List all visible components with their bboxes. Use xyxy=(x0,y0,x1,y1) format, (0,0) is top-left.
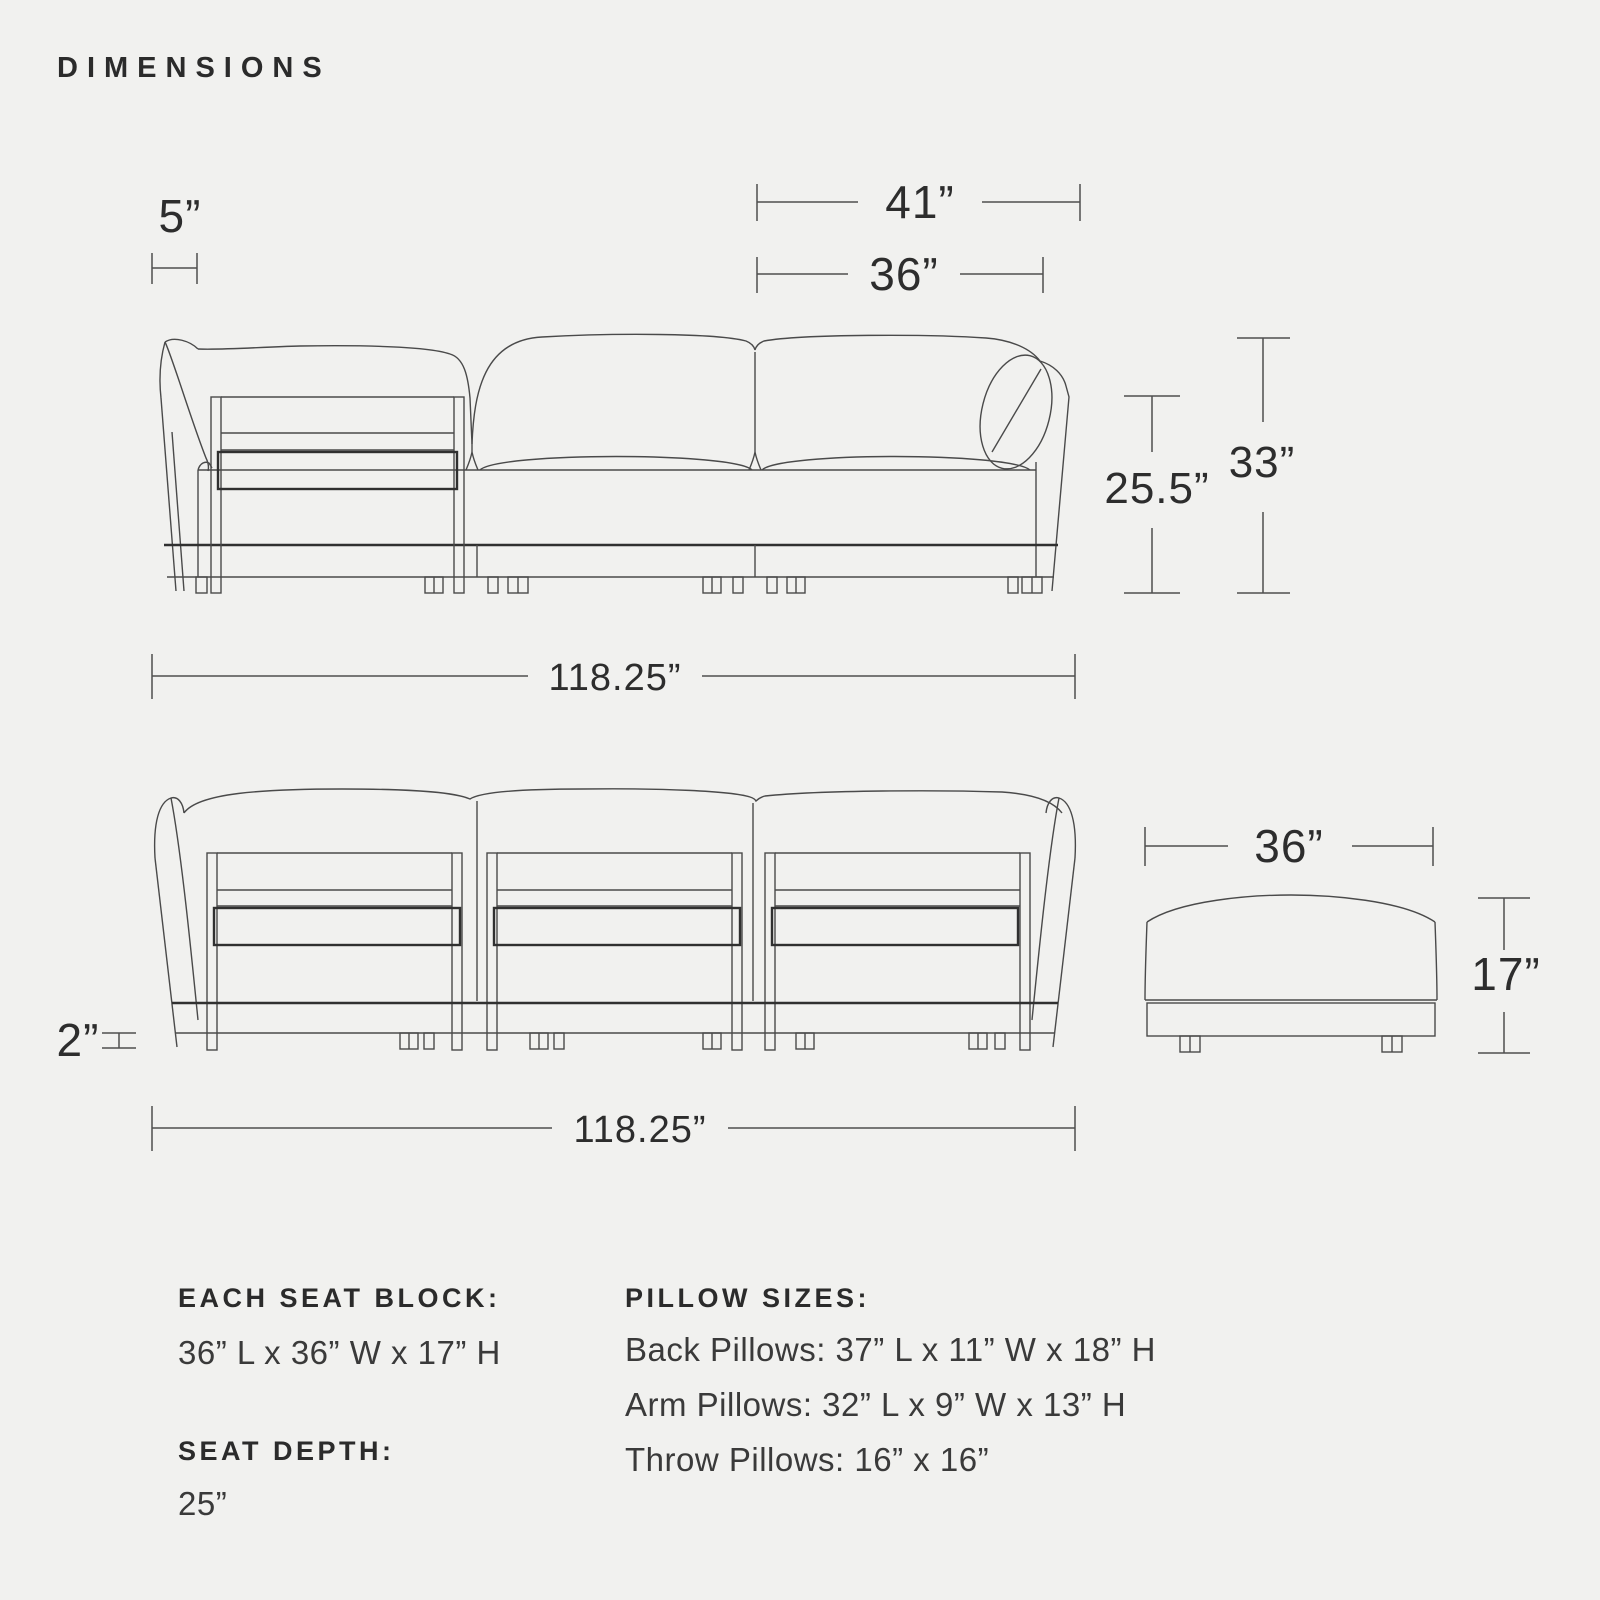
back-leg-height-label: 2” xyxy=(56,1014,100,1066)
seat-block-heading: EACH SEAT BLOCK: xyxy=(178,1283,501,1313)
page-title: DIMENSIONS xyxy=(57,52,331,84)
front-overall-width-label: 118.25” xyxy=(548,657,682,699)
front-seat-section-label: 36” xyxy=(869,248,939,300)
front-overall-height-label: 33” xyxy=(1228,438,1296,487)
front-section-with-arm-label: 41” xyxy=(885,176,955,228)
seat-depth-value: 25” xyxy=(178,1485,228,1522)
ottoman-dimensions xyxy=(1145,820,1541,1053)
back-view-dimensions xyxy=(57,1014,1075,1151)
back-pillows-value: Back Pillows: 37” L x 11” W x 18” H xyxy=(625,1331,1156,1368)
arm-pillows-value: Arm Pillows: 32” L x 9” W x 13” H xyxy=(625,1386,1127,1423)
ottoman-height-label: 17” xyxy=(1471,948,1541,1000)
seat-block-value: 36” L x 36” W x 17” H xyxy=(178,1334,501,1371)
pillow-sizes-heading: PILLOW SIZES: xyxy=(625,1283,870,1313)
ottoman-drawing xyxy=(1145,895,1437,1052)
throw-pillows-value: Throw Pillows: 16” x 16” xyxy=(625,1441,990,1478)
front-view-drawing xyxy=(160,334,1069,593)
ottoman-width-label: 36” xyxy=(1254,820,1324,872)
front-arm-width-label: 5” xyxy=(158,190,202,242)
front-seat-height-label: 25.5” xyxy=(1104,464,1210,513)
front-view-dimensions xyxy=(152,176,1295,699)
seat-depth-heading: SEAT DEPTH: xyxy=(178,1436,395,1466)
back-overall-width-label: 118.25” xyxy=(573,1109,707,1151)
back-view-drawing xyxy=(155,789,1076,1050)
